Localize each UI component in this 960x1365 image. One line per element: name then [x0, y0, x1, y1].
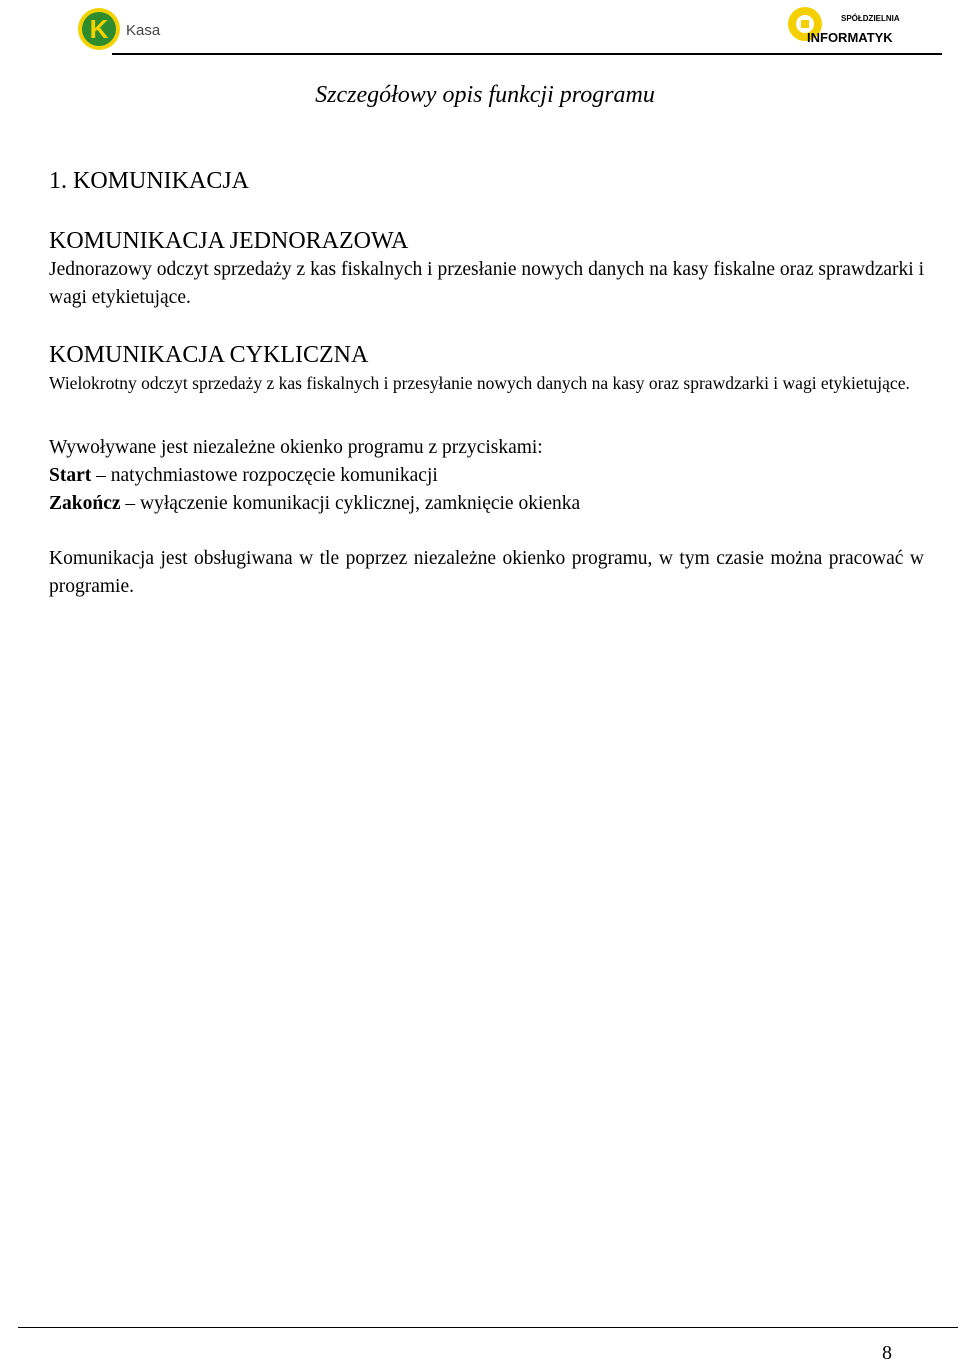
- page-number: 8: [882, 1342, 892, 1364]
- button-desc: – natychmiastowe rozpoczęcie komunikacji: [91, 465, 438, 486]
- subsection-text: Wielokrotny odczyt sprzedaży z kas fiskalnych i przesyłanie nowych danych na kasy oraz sprawdzarki i wagi etykietujące.: [49, 373, 910, 393]
- kasa-logo-text: Kasa: [126, 22, 161, 39]
- subsection-cykliczna: [49, 340, 924, 396]
- note-text: Komunikacja jest obsługiwana w tle poprzez niezależne okienko programu, w tym czasie można pracować w programie.: [49, 548, 924, 597]
- subsection-heading: KOMUNIKACJA JEDNORAZOWA: [49, 228, 409, 254]
- page-title: Szczegółowy opis funkcji programu: [315, 82, 655, 108]
- background-note: [49, 545, 924, 601]
- header-divider: [112, 53, 942, 55]
- button-name: Start: [49, 465, 92, 486]
- buttons-intro: Wywoływane jest niezależne okienko programu z przyciskami:: [49, 437, 543, 458]
- section-heading: 1. KOMUNIKACJA: [49, 168, 250, 194]
- kasa-logo-icon: [76, 6, 166, 52]
- subsection-text: Jednorazowy odczyt sprzedaży z kas fiskalnych i przesłanie nowych danych na kasy fiskalne oraz sprawdzarki i wagi etykietujące.: [49, 259, 924, 308]
- subsection-heading: KOMUNIKACJA CYKLICZNA: [49, 342, 369, 368]
- button-description-start: [49, 462, 924, 490]
- button-description-zakoncz: [49, 490, 924, 518]
- informatyk-logo-line2: INFORMATYK: [807, 30, 893, 45]
- kasa-logo-letter: K: [89, 14, 109, 44]
- buttons-description: [49, 434, 924, 518]
- page-header: [0, 0, 960, 56]
- button-name: Zakończ: [49, 493, 121, 514]
- button-desc: – wyłączenie komunikacji cyklicznej, zamknięcie okienka: [120, 493, 581, 514]
- footer-divider: [18, 1327, 958, 1328]
- informatyk-logo-line1: SPÓŁDZIELNIA: [841, 14, 900, 23]
- subsection-jednorazowa: [49, 226, 924, 312]
- informatyk-logo-icon: [785, 4, 913, 48]
